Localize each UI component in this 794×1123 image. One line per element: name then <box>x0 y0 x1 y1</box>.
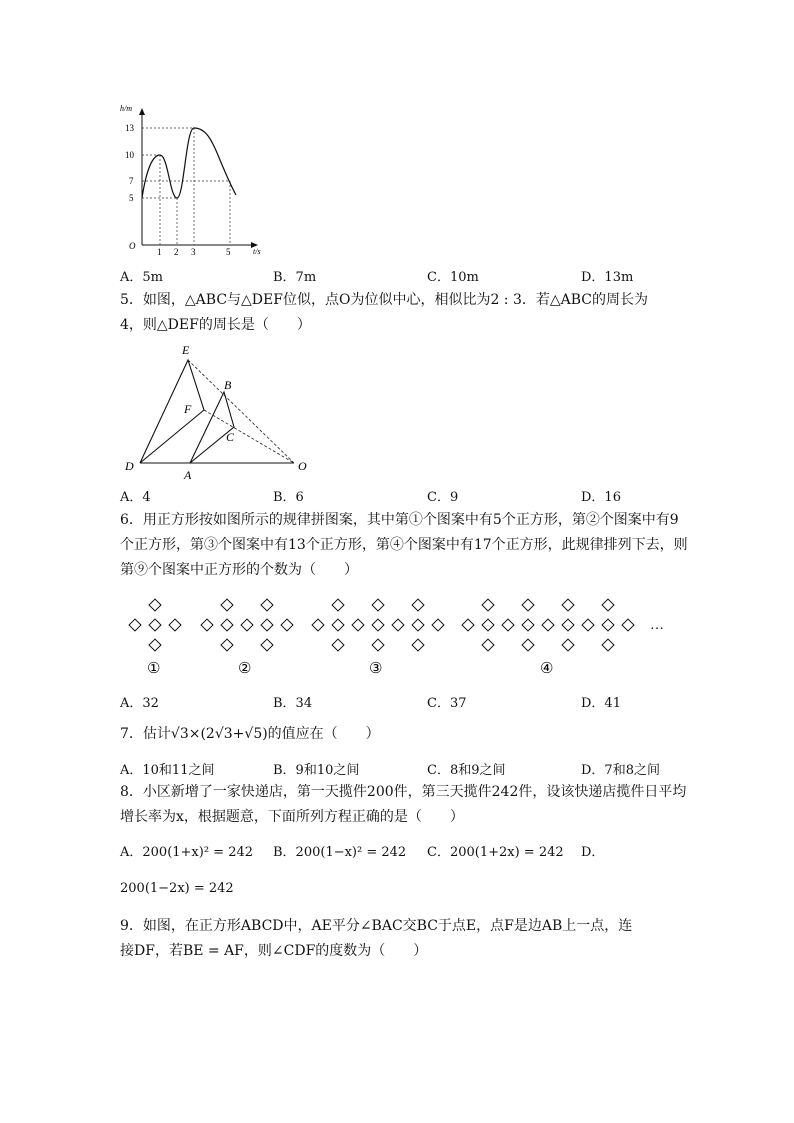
q8-option-d-equation[interactable]: 200(1−2x) = 242 <box>120 881 234 896</box>
q8-option-a[interactable]: A．200(1+x)² = 242 <box>120 845 254 860</box>
pattern-label-1: ① <box>147 661 161 677</box>
q7-option-a[interactable]: A．10和11之间 <box>120 763 215 778</box>
point-b-label: B <box>224 378 232 392</box>
q5-option-a[interactable]: A．4 <box>120 490 151 505</box>
pattern-label-3: ③ <box>369 661 383 677</box>
similar-triangles-figure <box>118 340 318 485</box>
q8-option-b[interactable]: B．200(1−x)² = 242 <box>273 845 407 860</box>
q7-stem: 7．估计√3×(2√3+√5)的值应在（ ） <box>120 726 380 742</box>
q6-option-b[interactable]: B．34 <box>273 696 313 711</box>
x-tick-1: 1 <box>157 247 162 257</box>
q7-option-c[interactable]: C．8和9之间 <box>427 763 506 778</box>
point-a-label: A <box>184 468 192 482</box>
y-axis-arrow <box>139 108 145 115</box>
pattern-2 <box>201 599 293 651</box>
q4-option-c[interactable]: C．10m <box>427 270 479 285</box>
q6-stem-line2: 个正方形，第③个图案中有13个正方形，第④个图案中有17个正方形，此规律排列下去，则 <box>120 537 688 553</box>
point-d-label: D <box>125 459 134 473</box>
q8-stem-line1: 8．小区新增了一家快递店，第一天揽件200件，第三天揽件242件，设该快递店揽件日平均 <box>120 784 687 800</box>
square-pattern-figure <box>110 590 690 682</box>
pattern-label-2: ② <box>238 661 252 677</box>
q7-option-d[interactable]: D．7和8之间 <box>581 763 660 778</box>
y-axis-label: h/m <box>120 104 132 113</box>
q6-option-a[interactable]: A．32 <box>120 696 159 711</box>
x-tick-3: 3 <box>191 247 196 257</box>
point-e-label: E <box>182 343 190 357</box>
q5-stem-line2: 4，则△DEF的周长是（ ） <box>120 317 311 333</box>
y-tick-10: 10 <box>125 150 134 160</box>
q6-stem-line1: 6．用正方形按如图所示的规律拼图案，其中第①个图案中有5个正方形，第②个图案中有9 <box>120 512 679 528</box>
q8-option-c[interactable]: C．200(1+2x) = 242 <box>427 845 564 860</box>
q4-option-b[interactable]: B．7m <box>273 270 317 285</box>
x-tick-5: 5 <box>226 247 231 257</box>
q6-option-d[interactable]: D．41 <box>581 696 621 711</box>
y-tick-7: 7 <box>129 176 134 186</box>
q6-option-c[interactable]: C．37 <box>427 696 467 711</box>
x-axis-label: t/s <box>253 247 261 256</box>
q5-option-d[interactable]: D．16 <box>581 490 621 505</box>
point-f-label: F <box>184 402 192 416</box>
q9-stem-line1: 9．如图，在正方形ABCD中，AE平分∠BAC交BC于点E，点F是边AB上一点，连 <box>120 918 633 934</box>
y-tick-13: 13 <box>125 123 134 133</box>
q5-stem-line1: 5．如图，△ABC与△DEF位似，点O为位似中心，相似比为2 : 3．若△ABC的周长为 <box>120 292 649 308</box>
origin-label: O <box>129 241 136 251</box>
y-tick-5: 5 <box>129 193 134 203</box>
height-curve <box>142 128 236 198</box>
q9-stem-line2: 接DF，若BE = AF，则∠CDF的度数为（ ） <box>120 943 428 959</box>
q4-option-a[interactable]: A．5m <box>120 270 163 285</box>
q6-stem-line3: 第⑨个图案中正方形的个数为（ ） <box>120 562 358 578</box>
q4-option-d[interactable]: D．13m <box>581 270 634 285</box>
x-tick-2: 2 <box>174 247 179 257</box>
q8-option-d[interactable]: D． <box>581 845 605 860</box>
q7-option-b[interactable]: B．9和10之间 <box>273 763 360 778</box>
point-o-label: O <box>298 459 307 473</box>
q8-stem-line2: 增长率为x，根据题意，下面所列方程正确的是（ ） <box>120 809 464 825</box>
pattern-3 <box>312 599 444 651</box>
point-c-label: C <box>226 430 235 444</box>
pattern-4 <box>462 599 634 651</box>
pattern-1 <box>129 599 181 651</box>
ellipsis: … <box>650 618 664 633</box>
height-time-graph <box>112 100 272 260</box>
pattern-label-4: ④ <box>540 661 554 677</box>
q5-option-b[interactable]: B．6 <box>273 490 304 505</box>
q5-option-c[interactable]: C．9 <box>427 490 459 505</box>
